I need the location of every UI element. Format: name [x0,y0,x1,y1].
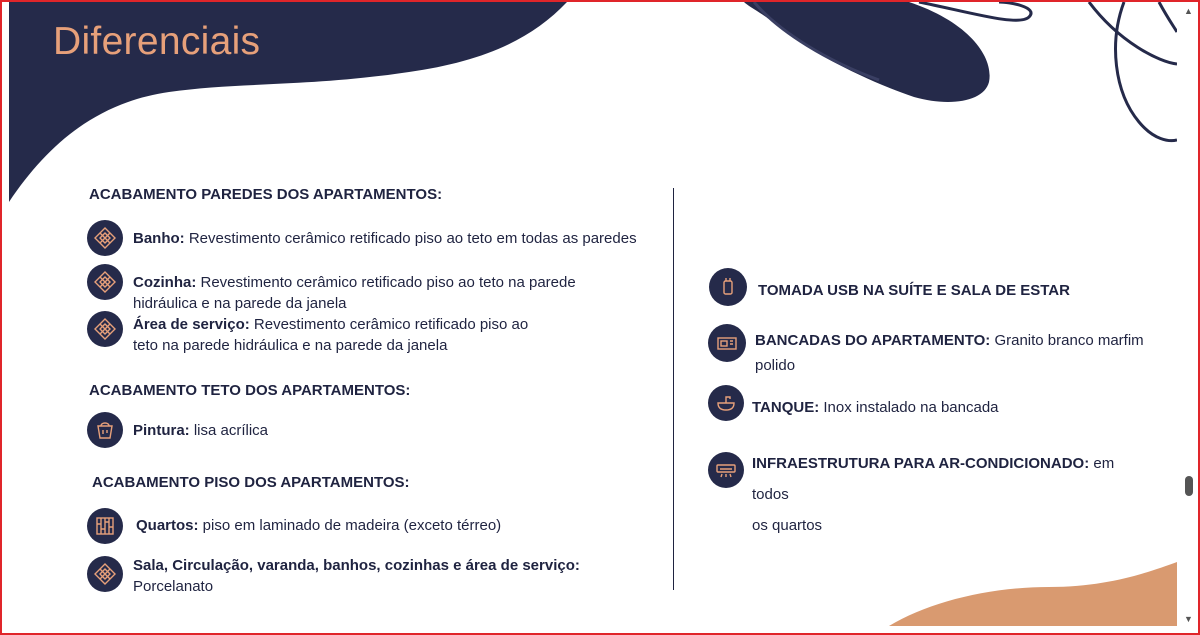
item-quartos-label: Quartos: [136,517,199,534]
item-pintura-label: Pintura: [133,422,190,439]
countertop-icon [708,324,746,362]
item-tanque [752,397,999,418]
scroll-down-icon[interactable]: ▼ [1184,614,1193,624]
item-pintura-text: lisa acrílica [189,422,269,439]
item-banho-text: Revestimento cerâmico retificado piso ao teto em todas as paredes [184,230,637,247]
heading-paredes: ACABAMENTO PAREDES DOS APARTAMENTOS: [89,186,443,203]
item-ar-line2: os quartos [752,517,823,534]
paint-bucket-icon [87,412,123,448]
tile-icon [87,264,123,300]
item-servico-line2: teto na parede hidráulica e na parede da janela [133,337,448,354]
heading-piso: ACABAMENTO PISO DOS APARTAMENTOS: [92,474,410,491]
item-cozinha-line1: Revestimento cerâmico retificado piso ao teto na parede [196,274,576,291]
item-cozinha-line2: hidráulica e na parede da janela [133,295,347,312]
heading-teto: ACABAMENTO TETO DOS APARTAMENTOS: [89,382,411,399]
item-tanque-label: TANQUE: [752,399,820,416]
vertical-scrollbar[interactable] [1182,4,1196,626]
item-bancadas-line2: polido [755,357,796,374]
item-banho [133,228,637,249]
item-ar-label: INFRAESTRUTURA PARA AR-CONDICIONADO: [752,455,1090,472]
page-title: Diferenciais [53,20,261,63]
item-cozinha [133,272,576,314]
air-conditioner-icon [708,452,744,488]
slide [9,2,1177,626]
item-quartos [136,515,501,536]
item-cozinha-label: Cozinha: [133,274,197,291]
item-sala [133,555,580,597]
column-divider [673,188,674,590]
item-sala-label: Sala, Circulação, varanda, banhos, cozinhas e área de serviço: [133,557,580,574]
item-tanque-text: Inox instalado na bancada [819,399,999,416]
item-bancadas [755,328,1155,378]
scroll-up-icon[interactable]: ▲ [1184,6,1193,16]
item-servico [133,314,528,356]
item-banho-label: Banho: [133,230,185,247]
tile-icon [87,556,123,592]
item-servico-label: Área de serviço: [133,316,250,333]
tile-icon [87,311,123,347]
item-ar [752,448,1152,541]
item-servico-line1: Revestimento cerâmico retificado piso ao [249,316,529,333]
tile-icon [87,220,123,256]
sink-icon [708,385,744,421]
item-bancadas-label: BANCADAS DO APARTAMENTO: [755,332,991,349]
item-pintura [133,420,268,441]
item-ar-text: em todos [752,455,1115,503]
item-sala-line2: Porcelanato [133,578,214,595]
item-usb: TOMADA USB NA SUÍTE E SALA DE ESTAR [758,282,1070,299]
scroll-thumb[interactable] [1185,476,1193,496]
wood-floor-icon [87,508,123,544]
usb-icon [709,268,747,306]
item-bancadas-text: Granito branco marfim [990,332,1144,349]
item-quartos-text: piso em laminado de madeira (exceto térreo) [198,517,502,534]
